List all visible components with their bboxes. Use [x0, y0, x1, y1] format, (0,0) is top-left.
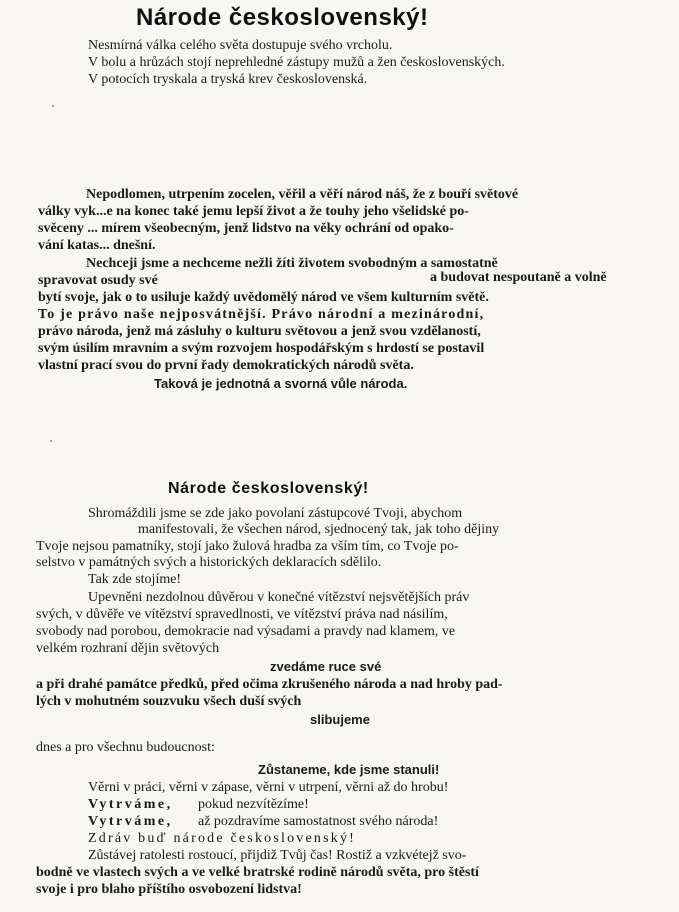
section2-line-13: slibujeme: [310, 712, 370, 727]
section1-line-11: vlastní prací svou do první řady demokratických národů světa.: [38, 358, 414, 373]
section1-line-5: Nechceji jsme a nechceme nežli žíti životem svobodným a samostatně: [86, 256, 498, 271]
section2-line-2: manifestovali, že všechen národ, sjednocený tak, jak toho dějiny: [138, 522, 500, 537]
intro-line-2: V bolu a hrůzách stojí neprehledné zástupy mužů a žen československých.: [88, 55, 505, 70]
section2-line-1: Shromáždili jsme se zde jako povolaní zástupcové Tvoji, abychom: [88, 506, 463, 521]
section1-line-4: vání katas... dnešní.: [38, 238, 156, 253]
section2-line-7: svých, v důvěře ve vítězství spravedlnosti, ve vítězství práva nad násilím,: [36, 607, 448, 622]
section1-line-10: svým úsilím mravním a svým rozvojem hospodářským s hrdostí se postavil: [38, 341, 485, 356]
section2-line-21: bodně ve vlastech svých a ve velké bratrské rodině národů světa, pro štěstí: [36, 865, 479, 880]
section2-line-11: a při drahé památce předků, před očima zkrušeného národa a nad hroby pad-: [36, 677, 503, 692]
section-heading: Národe československý!: [168, 480, 369, 497]
section2-line-19: Zdráv buď národe československý!: [88, 831, 357, 846]
section1-line-1: Nepodlomen, utrpením zocelen, věřil a věří národ náš, že z bouří světové: [86, 187, 519, 202]
section2-line-20: Zůstávej ratolesti rostoucí, přijdiž Tvůj čas! Rostiž a vzkvétejž svo-: [88, 848, 467, 863]
section1-line-7: bytí svoje, jak o to usiluje každý uvědomělý národ ve všem kulturním světě.: [38, 290, 489, 305]
section1-line-3: svěceny ... mírem všeobecným, jenž lidstvo na věky ochrání od opako-: [38, 221, 454, 236]
section2-line-8: svobody nad porobou, demokracie nad výsadami a pravdy nad klamem, ve: [36, 624, 456, 639]
section2-line-22: svoje i pro blaho příštího osvobození lidstva!: [36, 882, 302, 897]
section2-line-9: velkém rozhraní dějin světových: [36, 641, 220, 656]
section2-line-12: lých v mohutném souzvuku všech duší svých: [36, 694, 302, 709]
scan-speck: [50, 440, 52, 442]
section2-line-10: zvedáme ruce své: [270, 659, 382, 674]
section2-line-15: Zůstaneme, kde jsme stanuli!: [258, 762, 440, 777]
section1-closing: Taková je jednotná a svorná vůle národa.: [154, 376, 408, 391]
section1-line-6b: a budovat nespoutaně a volně: [430, 270, 607, 285]
section2-line-16: Věrni v práci, věrni v zápase, věrni v utrpení, věrni až do hrobu!: [88, 780, 449, 795]
intro-line-3: V potocích tryskala a tryská krev československá.: [88, 72, 368, 87]
section2-line-5: Tak zde stojíme!: [88, 572, 182, 587]
section2-line-17b: pokud nezvítězíme!: [198, 797, 309, 812]
scan-speck: [52, 105, 54, 107]
section2-line-3: Tvoje nejsou pamatníky, stojí jako žulová hradba za vším tím, co Tvoje po-: [36, 539, 459, 554]
section1-line-6a: spravovat osudy své: [38, 273, 158, 288]
section2-line-6: Upevněni nezdolnou důvěrou v konečné vítězství nejsvětějších práv: [88, 590, 470, 605]
section2-line-17a: Vytrváme,: [88, 797, 173, 812]
section1-line-8: To je právo naše nejposvátnější. Právo národní a mezinárodní,: [38, 307, 485, 322]
page-title: Národe československý!: [136, 4, 429, 31]
section2-line-4: selstvo v památných svých a historických deklaracích sdělilo.: [36, 555, 382, 570]
section2-line-18a: Vytrváme,: [88, 814, 173, 829]
section1-line-2: války vyk...e na konec také jemu lepší život a že touhy jeho všelidské po-: [38, 204, 469, 219]
section2-line-14: dnes a pro všechnu budoucnost:: [36, 740, 215, 755]
section2-line-18b: až pozdravíme samostatnost svého národa!: [198, 814, 439, 829]
intro-line-1: Nesmírná válka celého světa dostupuje svého vrcholu.: [88, 38, 393, 53]
section1-line-9: právo národa, jenž má zásluhy o kulturu světovou a jenž svou vzdělaností,: [38, 324, 481, 339]
